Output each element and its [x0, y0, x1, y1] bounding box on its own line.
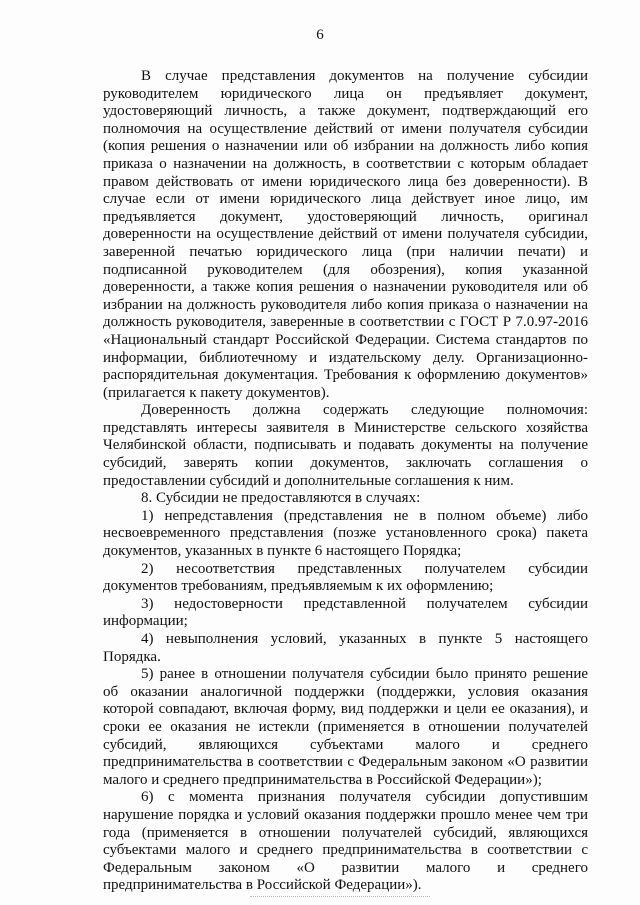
paragraph-section-8-heading: 8. Субсидии не предоставляются в случаях: — [141, 490, 421, 507]
list-item-6: 6) с момента признания получателя субсидии допустившим нарушение порядка и условий оказания поддержки прошло менее чем три года (применяется в отношении получателей субсидий, являющихся субъектами малого и среднего предпринимательства в соответствии с Федеральным законом «О развитии малого и среднего предпринимательства в Российской Федерации»). — [103, 789, 588, 894]
list-item-3: 3) недостоверности представленной получателем субсидии информации; — [103, 595, 588, 630]
paragraph-power-of-attorney: Доверенность должна содержать следующие полномочия: представлять интересы заявителя в Министерстве сельского хозяйства Челябинской области, подписывать и подавать документы на получение субсидий, заверять копии документов, заключать соглашения о предоставлении субсидий и дополнительные соглашения к ним. — [103, 402, 588, 489]
list-item-1: 1) непредставления (представления не в полном объеме) либо несвоевременного представления (позже установленного срока) пакета документов, указанных в пункте 6 настоящего Порядка; — [103, 507, 588, 560]
paragraph-representation-documents: В случае представления документов на получение субсидии руководителем юридического лица он предъявляет документ, удостоверяющий личность, а также документ, подтверждающий его полномочия на осуществление действий от имени получателя субсидии (копия решения о назначении или об избрании на должность либо копия приказа о назначении на должность, в соответствии с которым обладает правом действовать от имени юридического лица без доверенности). В случае если от имени юридического лица действует иное лицо, им предъявляется документ, удостоверяющий личность, оригинал доверенности на осуществление действий от имени получателя субсидии, заверенной печатью юридического лица (при наличии печати) и подписанной руководителем (для обозрения), копия указанной доверенности, а также копия решения о назначении руководителя или об избрании на должность руководителя либо копия приказа о назначении на должность руководителя, заверенные в соответствии с ГОСТ Р 7.0.97-2016 «Национальный стандарт Российской Федерации. Система стандартов по информации, библиотечному и издательскому делу. Организационно-распорядительная документация. Требования к оформлению документов» (прилагается к пакету документов). — [103, 68, 588, 401]
page-number: 6 — [316, 27, 324, 43]
document-body — [103, 68, 588, 895]
scan-artifact — [250, 896, 430, 898]
list-item-5: 5) ранее в отношении получателя субсидии было принято решение об оказании аналогичной поддержки (поддержки, условия оказания которой совпадают, включая форму, вид поддержки и цели ее оказания), и сроки ее оказания не истекли (применяется в отношении получателей субсидий, являющихся субъектами малого и среднего предпринимательства в соответствии с Федеральным законом «О развитии малого и среднего предпринимательства в Российской Федерации»); — [103, 666, 588, 788]
list-item-2: 2) несоответствия представленных получателем субсидии документов требованиям, предъявляемым к их оформлению; — [103, 560, 588, 595]
list-item-4: 4) невыполнения условий, указанных в пункте 5 настоящего Порядка. — [103, 631, 588, 665]
